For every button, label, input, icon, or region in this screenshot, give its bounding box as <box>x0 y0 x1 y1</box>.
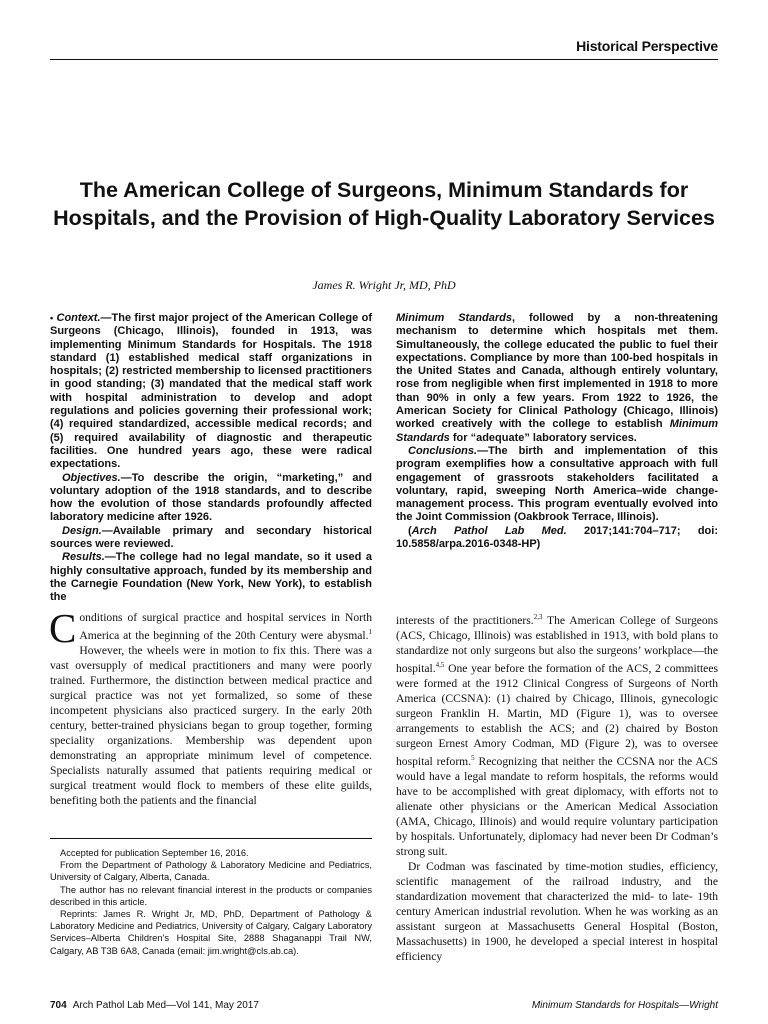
footnote-reprints: Reprints: James R. Wright Jr, MD, PhD, Department of Pathology & Laboratory Medicine and Pediatrics, University of Calgary, Calgary Laboratory Services–Alberta Children’s Hospital Site, 2888 Shaganappi Trail NW, Calgary, AB T3B 6A8, Canada (email: jim.wright@cls.ab.ca). <box>50 909 372 956</box>
results-label: Results. <box>62 551 105 564</box>
design-label: Design. <box>62 524 102 537</box>
context-label: Context. <box>56 312 101 324</box>
results-text-c: for “adequate” laboratory services. <box>449 431 637 444</box>
context-text: —The first major project of the American College of Surgeons (Chicago, Illinois), founded in 1913, was implementing Minimum Standards for Hospitals. The 1918 standard (1) established medical staff organizations in hospitals; (2) restricted membership to licensed practitioners in good standing; (3) mandated that the medical staff work with hospital administration to develop and adopt regulations and policies governing their professional work; (4) required standardized, accessible medical records; and (5) required availability of diagnostic and therapeutic facilities. One hundred years ago, these were radical expectations. <box>50 312 372 471</box>
running-head <box>50 36 718 60</box>
abstract-results-continued <box>396 312 718 445</box>
abstract-results <box>50 551 372 604</box>
citation-text: 2017;141:704–717; doi: 10.5858/arpa.2016-0348-HP) <box>396 524 718 551</box>
abstract-objectives <box>50 472 372 525</box>
reference-marker: 2,3 <box>533 613 543 621</box>
body-paragraph: Dr Codman was fascinated by time-motion studies, efficiency, scientific management of the railroad industry, and the standardization movement that characterized the mid- to late- 19th century American industrial revolution. When he was working as an assistant surgeon at Massachusetts General Hospital (Boston, Massachusetts) in 1900, he developed a special interest in hospital efficiency <box>396 859 718 963</box>
design-text: —Available primary and secondary historical sources were reviewed. <box>50 524 372 551</box>
objectives-text: —To describe the origin, “marketing,” and voluntary adoption of the 1918 standards, and to describe how the evolution of those standards profoundly affected laboratory medicine after 1926. <box>50 471 372 524</box>
conclusions-text: —The birth and implementation of this program exemplifies how a consultative approach with full engagement of grassroots stakeholders facilitated a voluntary, rapid, sweeping North America–wide change-management process. This program eventually evolved into the Joint Commission (Oakbrook Terrace, Illinois). <box>396 444 718 524</box>
page-footer <box>50 1000 718 1014</box>
body-left-column <box>49 605 372 808</box>
footnote-disclosure: The author has no relevant financial interest in the products or companies described in this article. <box>50 884 372 907</box>
abstract-citation: (Arch Pathol Lab Med. 2017;141:704–717; doi: 10.5858/arpa.2016-0348-HP) <box>396 524 718 551</box>
journal-info: Arch Pathol Lab Med—Vol 141, May 2017 <box>72 1000 259 1011</box>
results-em-1: Minimum Standards <box>396 312 512 324</box>
running-title: Minimum Standards for Hospitals—Wright <box>531 1000 718 1011</box>
conclusions-label: Conclusions. <box>408 444 478 457</box>
drop-cap: C <box>49 605 77 651</box>
section-label: Historical Perspective <box>576 38 718 54</box>
article-title: The American College of Surgeons, Minimum Standards for Hospitals, and the Provision of High-Quality Laboratory Services <box>53 178 715 230</box>
objectives-label: Objectives. <box>62 471 121 484</box>
article-author: James R. Wright Jr, MD, PhD <box>312 278 456 292</box>
reference-marker: 4,5 <box>435 660 445 669</box>
abstract-design <box>50 525 372 552</box>
body-right-column <box>396 610 718 964</box>
reference-marker: 5 <box>471 753 475 762</box>
footnote-accepted: Accepted for publication September 16, 2016. <box>60 848 249 858</box>
results-em-2: Minimum Standards <box>396 418 718 444</box>
footnote-affiliation: From the Department of Pathology & Laboratory Medicine and Pediatrics, University of Calgary, Alberta, Canada. <box>50 860 372 883</box>
abstract-right-column <box>396 312 718 551</box>
abstract-context <box>50 312 372 472</box>
page-number: 704 <box>50 1000 67 1011</box>
results-text-b: , followed by a non-threatening mechanism to determine which hospitals met them. Simultaneously, the college educated the public to fuel their expectations. Compliance by more than 100-bed hospitals in the United States and Canada, although entirely voluntary, rose from negligible when first implemented in 1918 to more than 90% in only a few years. From 1922 to 1926, the American Society for Clinical Pathology (Chicago, Illinois) worked creatively with the college to establish <box>396 312 719 431</box>
reference-marker: 1 <box>368 628 372 636</box>
footnotes <box>50 838 372 957</box>
results-text: —The college had no legal mandate, so it used a highly consultative approach, funded by its membership and the Carnegie Foundation (New York, New York), to establish the <box>50 551 372 604</box>
bullet-icon: • <box>50 313 54 323</box>
citation-journal: Arch Pathol Lab Med. <box>411 524 567 537</box>
abstract-left-column <box>50 312 372 605</box>
body-paragraph: Conditions of surgical practice and hospital services in North America at the beginning of the 20th Century were abysmal.$^1$ However, the wheels were in motion to fix this. There was a vast oversupply of medical practitioners and many were poorly trained. Furthermore, the distinction between medical practice and surgical practice was not yet formalized, so some of these incompetent physicians also practiced surgery. In the early 20th century, better-trained physicians began to group together, forming speciality organizations. Membership was dependent upon demonstrating an appropriate minimum level of competence. Specialists naturally assumed that patients requiring medical or surgical treatment would flock to members of these elite guilds, benefiting both the patients and the financial <box>49 605 372 807</box>
abstract-conclusions <box>396 445 718 525</box>
body-paragraph: interests of the practitioners.$^{2,3}$ The American College of Surgeons (ACS, Chicago, Illinois) was established in 1913, with bold plans to standardize not only surgeons but also the surgeons’ workplace—the hospital.$^{4,5}$ One year before the formation of the ACS, 2 committees were formed at the 1912 Clinical Congress of Surgeons of North America (CCSNA): (1) chaired by Chicago, Illinois, gynecologic surgeon Franklin H. Martin, MD (Figure 1), was to oversee arrangements to establish the ACS; and (2) chaired by Boston surgeon Ernest Amory Codman, MD (Figure 2), was to oversee hospital reform.$^5$ Recognizing that neither the CCSNA nor the ACS would have a legal mandate to reform hospitals, the reforms would have to be accomplished with great diplomacy, with efforts not to alienate other physicians or the American Medical Association (AMA, Chicago, Illinois) and would require voluntary participation by hospitals. Unfortunately, diplomacy had never been Dr Codman’s strong suit. <box>396 613 718 858</box>
